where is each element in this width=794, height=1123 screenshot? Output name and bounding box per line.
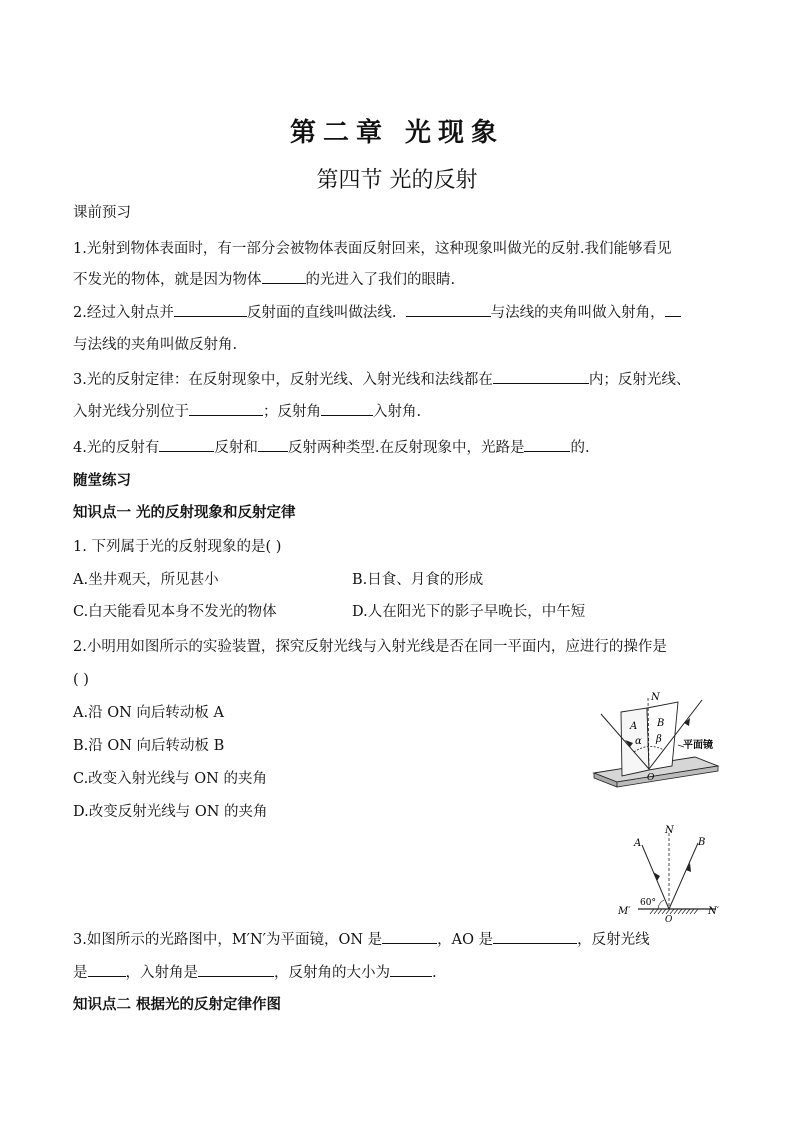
practice-q1-option-c: C.白天能看见本身不发光的物体 bbox=[73, 604, 277, 620]
preview-q1-line2 bbox=[73, 269, 455, 290]
answer-blank bbox=[406, 302, 491, 317]
practice-q1-option-b: B.日食、月食的形成 bbox=[352, 572, 484, 588]
preview-heading: 课前预习 bbox=[73, 205, 131, 221]
preview-q2-line1 bbox=[73, 302, 681, 323]
preview-q3-line1 bbox=[73, 369, 690, 390]
mirror-hatching bbox=[650, 909, 698, 914]
practice-q3-text6: ，反射角的大小为 bbox=[274, 965, 390, 981]
label-b: B bbox=[657, 718, 665, 729]
practice-q3-text3: ，反射光线 bbox=[577, 932, 650, 948]
incident-arrow-icon bbox=[653, 872, 660, 881]
answer-blank bbox=[159, 437, 214, 452]
answer-blank bbox=[189, 401, 263, 416]
practice-q3-text5: ，入射角是 bbox=[125, 965, 198, 981]
preview-q3-text4: ；反射角 bbox=[263, 404, 321, 420]
label-n: N bbox=[651, 692, 660, 703]
practice-q3-text1: 3.如图所示的光路图中，M′N′为平面镜，ON 是 bbox=[73, 932, 383, 948]
practice-q2-option-a: A.沿 ON 向后转动板 A bbox=[73, 705, 224, 721]
practice-q3-text4: 是 bbox=[73, 965, 88, 981]
practice-q1-option-a: A.坐井观天，所见甚小 bbox=[73, 572, 219, 588]
section-title: 第四节 光的反射 bbox=[316, 168, 478, 193]
reflection-apparatus-figure bbox=[590, 690, 730, 805]
answer-blank bbox=[665, 302, 681, 317]
label-b: B bbox=[698, 837, 706, 848]
answer-blank bbox=[198, 962, 274, 977]
preview-q4-text2: 反射和 bbox=[214, 440, 258, 456]
practice-q3-line1 bbox=[73, 929, 650, 950]
label-m-prime: M′ bbox=[618, 906, 631, 917]
answer-blank bbox=[493, 369, 589, 384]
answer-blank bbox=[493, 929, 577, 944]
practice-q1-option-d: D.人在阳光下的影子早晚长，中午短 bbox=[352, 604, 586, 620]
label-o: O bbox=[665, 915, 673, 923]
light-path-figure bbox=[614, 823, 729, 923]
practice-heading: 随堂练习 bbox=[73, 472, 131, 489]
angle-arc bbox=[658, 900, 664, 909]
answer-blank bbox=[524, 437, 570, 452]
answer-blank bbox=[174, 302, 247, 317]
chapter-title: 第二章 光现象 bbox=[289, 118, 505, 148]
label-n-prime: N′ bbox=[708, 906, 720, 917]
practice-q2-option-b: B.沿 ON 向后转动板 B bbox=[73, 738, 225, 754]
label-alpha: α bbox=[635, 736, 642, 747]
label-o: O bbox=[647, 773, 655, 783]
preview-q4-text3: 反射两种类型.在反射现象中，光路是 bbox=[287, 440, 525, 456]
preview-q3-line2 bbox=[73, 401, 421, 422]
preview-q3-text2: 内；反射光线、 bbox=[588, 372, 691, 388]
board-b bbox=[647, 702, 678, 770]
practice-q3-text2: ，AO 是 bbox=[437, 932, 494, 948]
preview-q4-text1: 4.光的反射有 bbox=[73, 440, 160, 456]
preview-q2-text1: 2.经过入射点并 bbox=[73, 305, 174, 321]
practice-q2-option-c: C.改变入射光线与 ON 的夹角 bbox=[73, 771, 267, 787]
label-a: A bbox=[630, 721, 638, 732]
answer-blank bbox=[321, 401, 373, 416]
preview-q2-line2: 与法线的夹角叫做反射角. bbox=[73, 337, 238, 353]
preview-q2-text3: 与法线的夹角叫做入射角， bbox=[490, 305, 665, 321]
label-angle: 60° bbox=[640, 898, 656, 908]
practice-q2-bracket: ( ) bbox=[73, 672, 89, 688]
preview-q4 bbox=[73, 437, 590, 458]
preview-q1-text2: 的光进入了我们的眼睛. bbox=[305, 272, 456, 288]
preview-q3-text3: 入射光线分别位于 bbox=[73, 404, 189, 420]
preview-q2-text2: 反射面的直线叫做法线. bbox=[246, 305, 397, 321]
knowledge-point-1: 知识点一 光的反射现象和反射定律 bbox=[73, 504, 296, 521]
practice-q2-option-d: D.改变反射光线与 ON 的夹角 bbox=[73, 804, 268, 820]
preview-q3-text5: 入射角. bbox=[373, 404, 422, 420]
label-mirror: 平面镜 bbox=[683, 740, 713, 751]
answer-blank bbox=[88, 962, 126, 977]
label-beta: β bbox=[656, 734, 662, 745]
answer-blank bbox=[258, 437, 288, 452]
label-n: N bbox=[665, 825, 674, 836]
practice-q3-line2 bbox=[73, 962, 437, 983]
preview-q3-text1: 3.光的反射定律：在反射现象中，反射光线、入射光线和法线都在 bbox=[73, 372, 493, 388]
ray-ob bbox=[669, 843, 698, 909]
knowledge-point-2: 知识点二 根据光的反射定律作图 bbox=[73, 996, 282, 1013]
answer-blank bbox=[382, 929, 437, 944]
preview-q4-text4: 的. bbox=[570, 440, 590, 456]
practice-q2-stem: 2.小明用如图所示的实验装置，探究反射光线与入射光线是否在同一平面内，应进行的操作是 bbox=[73, 639, 667, 655]
practice-q3-text7: . bbox=[432, 965, 437, 981]
preview-q1-text1: 不发光的物体，就是因为物体 bbox=[73, 272, 262, 288]
practice-q1-stem: 1. 下列属于光的反射现象的是( ) bbox=[73, 539, 282, 555]
answer-blank bbox=[262, 269, 306, 284]
answer-blank bbox=[390, 962, 432, 977]
preview-q1-line1: 1.光射到物体表面时，有一部分会被物体表面反射回来，这种现象叫做光的反射.我们能够看见 bbox=[73, 241, 672, 257]
label-a: A bbox=[634, 838, 642, 849]
